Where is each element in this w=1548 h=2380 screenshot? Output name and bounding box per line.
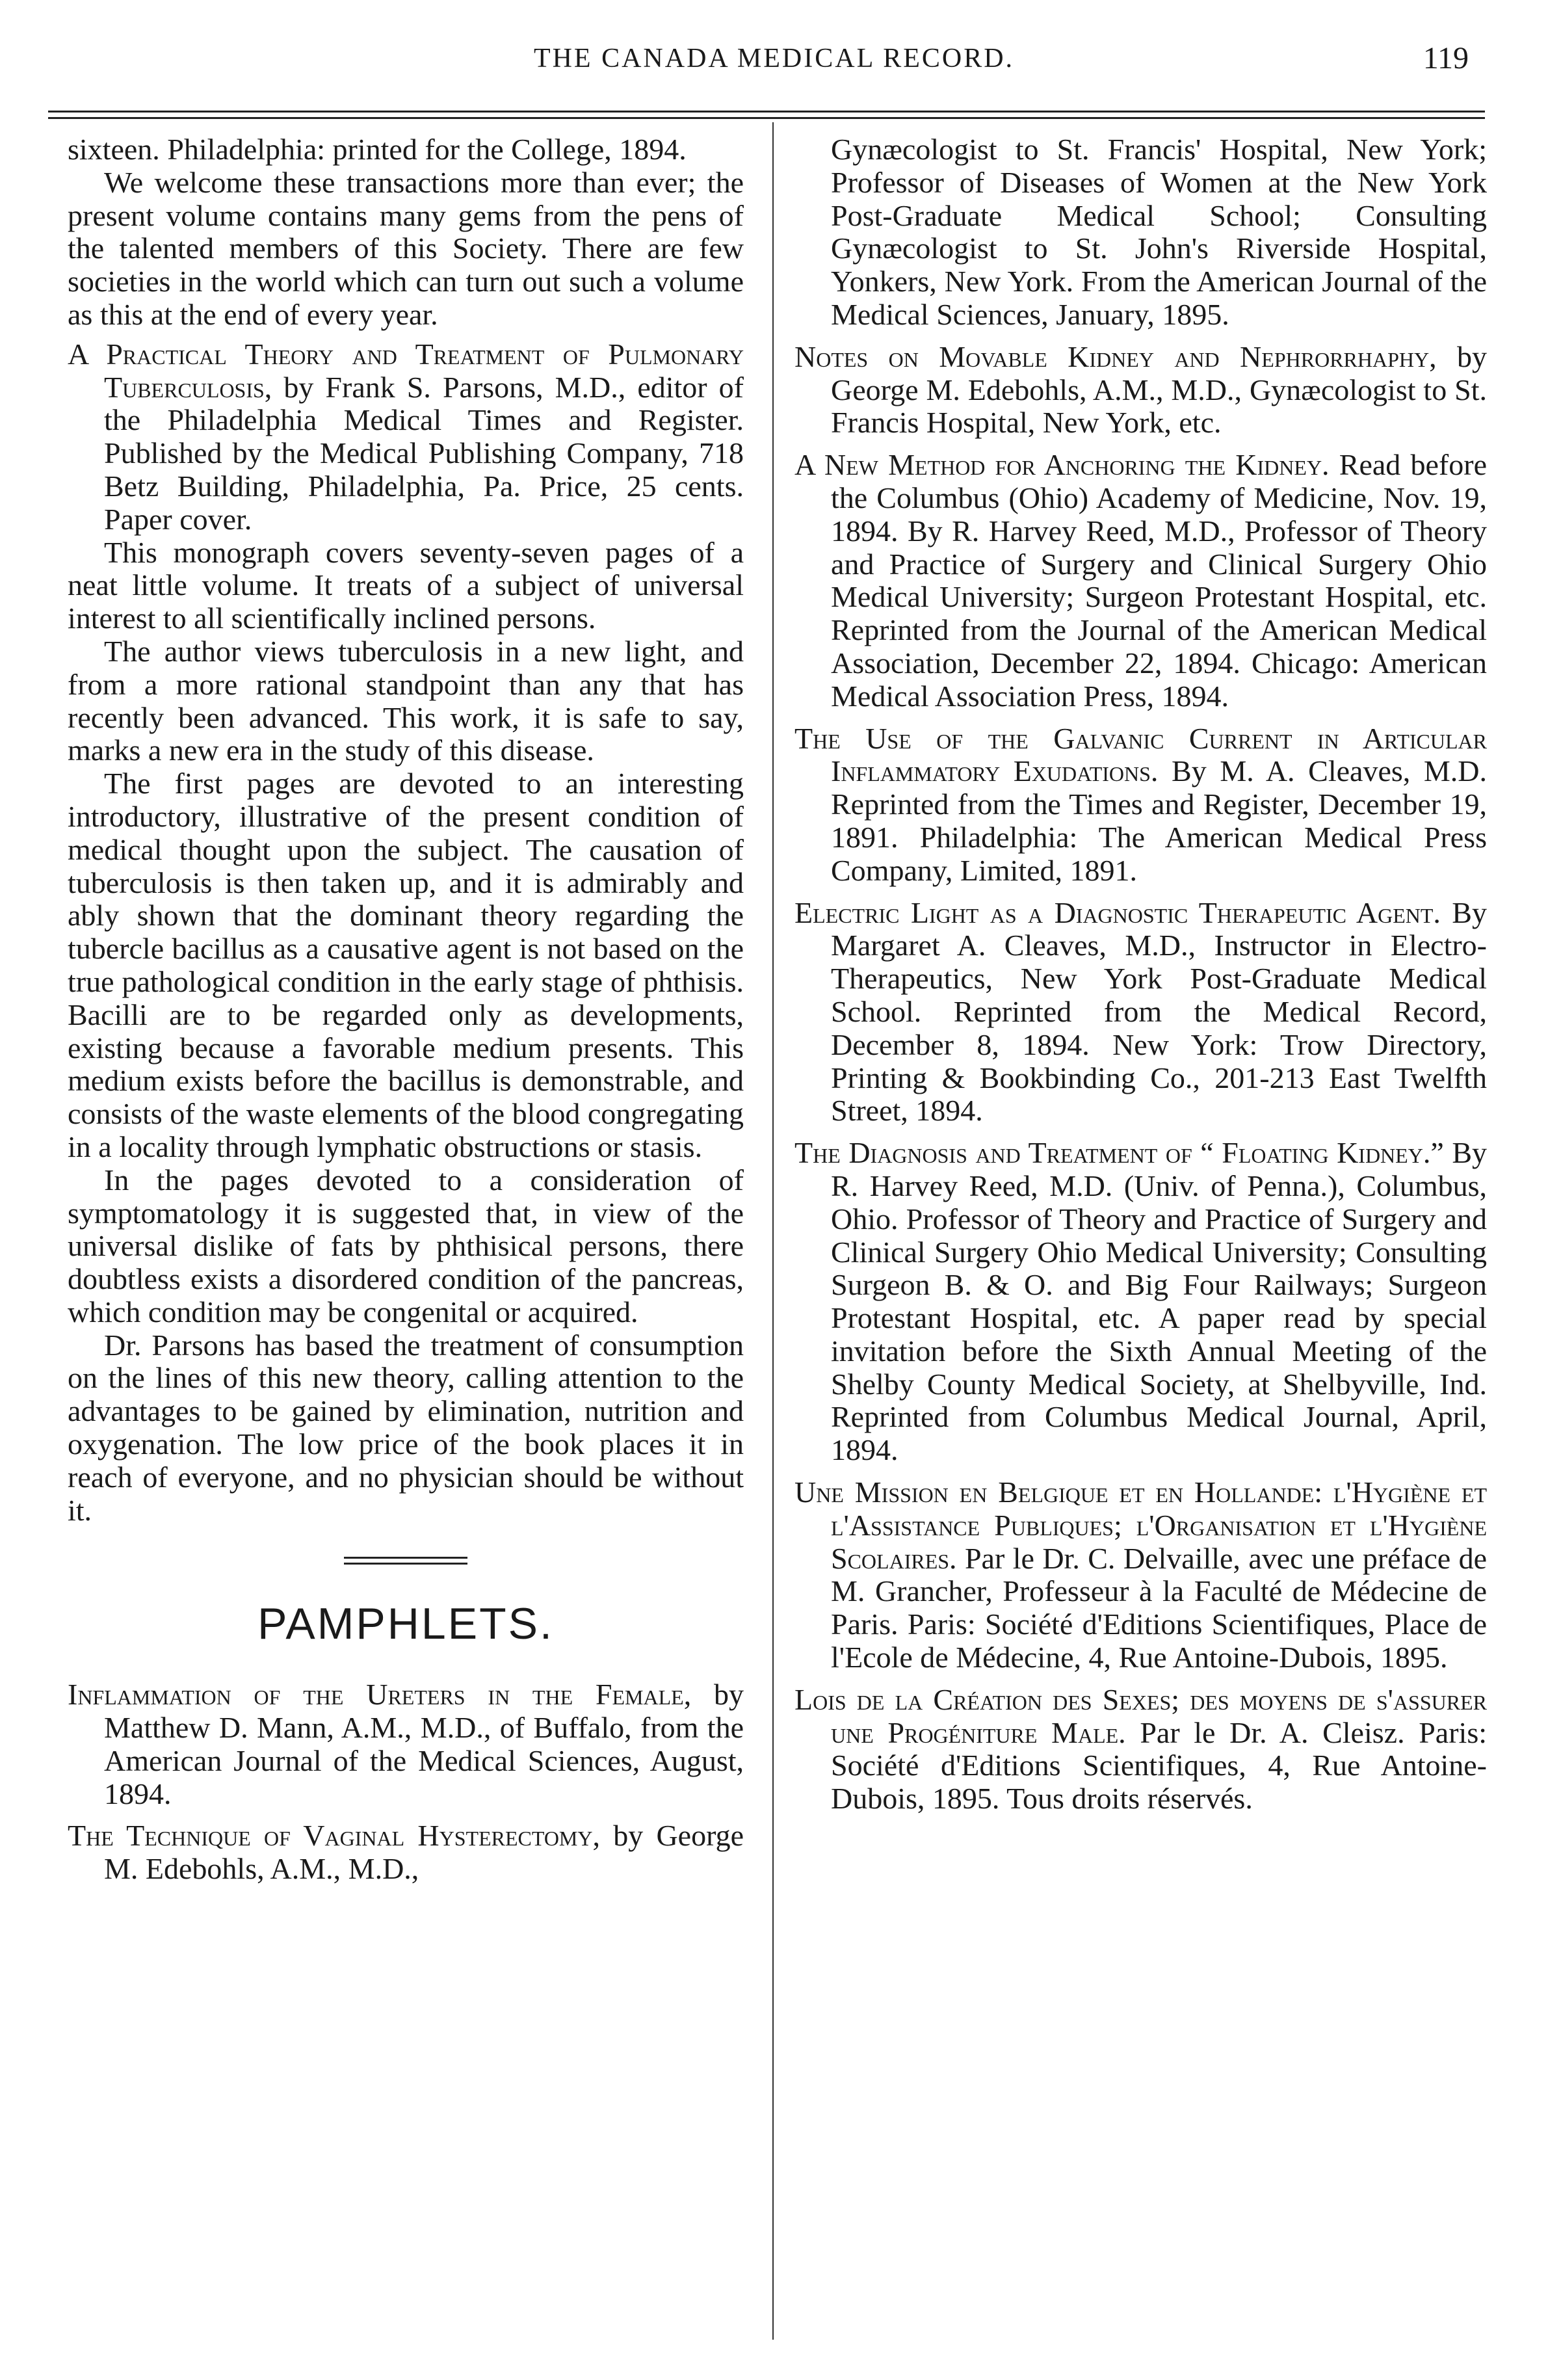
pamphlet-entry xyxy=(794,722,1487,888)
pamphlet-entry xyxy=(794,341,1487,440)
pamphlet-body: By Margaret A. Cleaves, M.D., Instructor in Electro-Therapeutics, New York Post-Graduate Medical School. Reprinted from the Medical Record, December 8, 1894. New York: Trow Directory, Printing & Bookbinding Co., 201-213 East Twelfth Street, 1894. xyxy=(831,895,1487,1128)
review-paragraph: The first pages are devoted to an interesting introductory, illustrative of the present condition of medical thought upon the subject. The causation of tuberculosis is then taken up, and it is admirably and ably shown that the dominant theory regarding the tubercle bacillus as a causative agent is not based on the true pathological condition in the early stage of phthisis. Bacilli are to be regarded only as developments, existing because a favorable medium presents. This medium exists before the bacillus is demonstrable, and consists of the waste elements of the blood congregating in a locality through lymphatic obstructions or stasis. xyxy=(68,767,744,1163)
pamphlet-body: By R. Harvey Reed, M.D. (Univ. of Penna.), Columbus, Ohio. Professor of Theory and Practice of Surgery and Clinical Surgery Ohio Medical University; Consulting Surgeon B. & O. and Big Four Railways; Surgeon Protestant Hospital, etc. A paper read by special invitation before the Sixth Annual Meeting of the Shelby County Medical Society, at Shelbyville, Ind. Reprinted from Columbus Medical Journal, April, 1894. xyxy=(831,1136,1487,1467)
pamphlet-title: Inflammation of the Ureters in the Female, xyxy=(68,1678,692,1712)
pamphlet-title: Electric Light as a Diagnostic Therapeutic Agent. xyxy=(794,895,1441,929)
running-head: THE CANADA MEDICAL RECORD. xyxy=(533,44,1015,73)
pamphlet-title: Notes on Movable Kidney and Nephrorrhaphy, xyxy=(794,339,1437,373)
continued-entry-text: Gynæcologist to St. Francis' Hospital, New York; Professor of Diseases of Women at the New York Post-Graduate Medical School; Consulting Gynæcologist to St. John's Riverside Hospital, Yonkers, New York. From the American Journal of the Medical Sciences, January, 1895. xyxy=(831,133,1487,331)
pamphlet-entry xyxy=(794,1684,1487,1816)
review-paragraph: Dr. Parsons has based the treatment of consumption on the lines of this new theory, calling attention to the advantages to be gained by elimination, nutrition and oxygenation. The low price of the book places it in reach of everyone, and no physician should be without it. xyxy=(68,1328,744,1527)
review-paragraph: In the pages devoted to a consideration of symptomatology it is suggested that, in view of the universal dislike of fats by phthisical persons, there doubtless exists a disordered condition of the pancreas, which condition may be congenital or acquired. xyxy=(68,1163,744,1329)
right-column xyxy=(794,133,1487,1816)
book-entry xyxy=(68,338,744,536)
pamphlet-entry xyxy=(68,1819,744,1886)
review-paragraph: We welcome these transactions more than ever; the present volume contains many gems from the pens of the talented members of this Society. There are few societies in the world which can turn out such a volume as this at the end of every year. xyxy=(68,165,744,331)
left-column xyxy=(68,133,744,1886)
pamphlet-title: A New Method for Anchoring the Kidney. xyxy=(794,448,1330,482)
continued-entry xyxy=(794,133,1487,332)
pamphlet-title: The Diagnosis and Treatment of “ Floating Kidney.” xyxy=(794,1136,1444,1170)
continued-entry: sixteen. Philadelphia: printed for the College, 1894. xyxy=(68,133,687,166)
header-rule-bottom xyxy=(48,117,1485,119)
pamphlet-entry xyxy=(794,449,1487,713)
pamphlet-entry xyxy=(794,1476,1487,1674)
pamphlet-body: Par le Dr. C. Delvaille, avec une préface de M. Grancher, Professeur à la Faculté de Médecine de Paris. Paris: Société d'Editions Scientifiques, Place de l'Ecole de Médecine, 4, Rue Antoine-Dubois, 1895. xyxy=(831,1541,1487,1674)
section-title: PAMPHLETS. xyxy=(257,1599,554,1649)
pamphlet-entry xyxy=(794,1137,1487,1467)
pamphlet-body: by George M. Edebohls, A.M., M.D., xyxy=(104,1819,744,1886)
pamphlet-entry xyxy=(68,1678,744,1810)
pamphlet-body: by George M. Edebohls, A.M., M.D., Gynæcologist to St. Francis Hospital, New York, etc. xyxy=(831,339,1488,440)
review-paragraph: This monograph covers seventy-seven pages of a neat little volume. It treats of a subject of universal interest to all scientifically inclined persons. xyxy=(68,535,744,635)
book-entry-title: A Practical Theory and Treatment of Pulmonary Tuberculosis, xyxy=(68,337,744,404)
pamphlet-title: Lois de la Création des Sexes; des moyens de s'assurer une Progéniture Male. xyxy=(794,1682,1487,1749)
pamphlet-body: Read before the Columbus (Ohio) Academy of Medicine, Nov. 19, 1894. By R. Harvey Reed, M.D., Professor of Theory and Practice of Surgery and Clinical Surgery Ohio Medical University; Surgeon Protestant Hospital, etc. Reprinted from the Journal of the American Medical Association, December 22, 1894. Chicago: American Medical Association Press, 1894. xyxy=(831,448,1487,713)
pamphlet-body: Par le Dr. A. Cleisz. Paris: Société d'Editions Scientifiques, 4, Rue Antoine-Dubois, 1895. Tous droits réservés. xyxy=(831,1715,1487,1816)
header-rule-top xyxy=(48,111,1485,112)
review-paragraph: The author views tuberculosis in a new light, and from a more rational standpoint than any that has recently been advanced. This work, it is safe to say, marks a new era in the study of this disease. xyxy=(68,634,744,767)
page-header xyxy=(0,38,1548,83)
page-number: 119 xyxy=(1423,41,1469,75)
column-divider xyxy=(772,122,774,2340)
pamphlet-entry xyxy=(794,897,1487,1128)
section-divider xyxy=(344,1557,467,1565)
book-entry-body: by Frank S. Parsons, M.D., editor of the Philadelphia Medical Times and Register. Published by the Medical Publishing Company, 718 Betz Building, Philadelphia, Pa. Price, 25 cents. Paper cover. xyxy=(104,370,744,536)
pamphlet-title: The Use of the Galvanic Current in Articular Inflammatory Exudations. xyxy=(794,721,1487,788)
pamphlet-body: by Matthew D. Mann, A.M., M.D., of Buffalo, from the American Journal of the Medical Sciences, August, 1894. xyxy=(104,1678,744,1810)
pamphlet-title: Une Mission en Belgique et en Hollande: l'Hygiène et l'Assistance Publiques; l'Organisation et l'Hygiène Scolaires. xyxy=(794,1475,1487,1575)
pamphlet-title: The Technique of Vaginal Hysterectomy, xyxy=(68,1819,600,1853)
pamphlet-body: By M. A. Cleaves, M.D. Reprinted from the Times and Register, December 19, 1891. Philadelphia: The American Medical Press Company, Limited, 1891. xyxy=(831,754,1487,887)
